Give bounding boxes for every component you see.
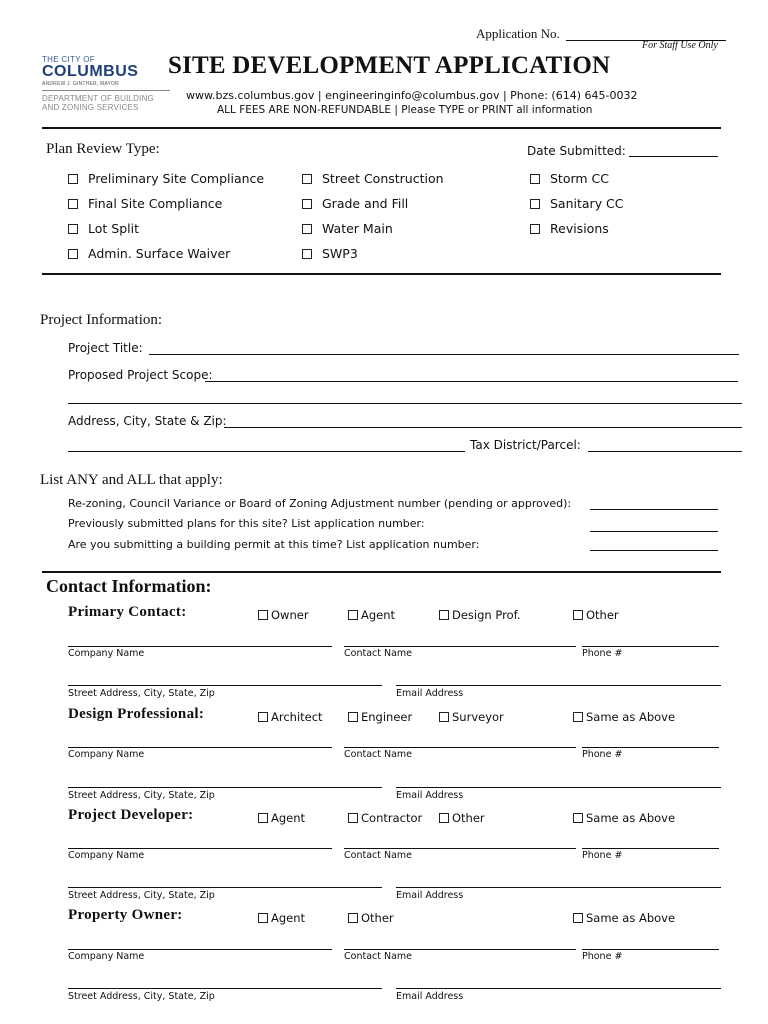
- owner-contact-name-label: Contact Name: [344, 951, 413, 962]
- checkbox-final-site-compliance[interactable]: Final Site Compliance: [68, 196, 222, 211]
- design-company-line[interactable]: [68, 747, 332, 748]
- checkbox-primary-agent[interactable]: Agent: [348, 608, 395, 622]
- project-title-label: Project Title:: [68, 341, 143, 355]
- primary-email-label: Email Address: [396, 688, 464, 699]
- page-title: SITE DEVELOPMENT APPLICATION: [168, 52, 611, 79]
- divider: [42, 273, 721, 275]
- date-submitted-label: Date Submitted:: [527, 144, 626, 158]
- logo-line-5: AND ZONING SERVICES: [42, 103, 139, 112]
- design-phone-label: Phone #: [582, 749, 623, 760]
- apply-heading: List ANY and ALL that apply:: [40, 472, 223, 488]
- checkbox-owner-other[interactable]: Other: [348, 911, 394, 925]
- owner-company-line[interactable]: [68, 949, 332, 950]
- design-professional-heading: Design Professional:: [68, 706, 205, 722]
- project-info-heading: Project Information:: [40, 312, 163, 328]
- developer-phone-line[interactable]: [582, 848, 719, 849]
- checkbox-primary-other[interactable]: Other: [573, 608, 619, 622]
- design-contact-name-label: Contact Name: [344, 749, 413, 760]
- checkbox-design-surveyor[interactable]: Surveyor: [439, 710, 504, 724]
- developer-phone-label: Phone #: [582, 850, 623, 861]
- divider: [42, 127, 721, 129]
- design-company-label: Company Name: [68, 749, 145, 760]
- checkbox-water-main[interactable]: Water Main: [302, 221, 393, 236]
- checkbox-revisions[interactable]: Revisions: [530, 221, 609, 236]
- owner-contact-name-line[interactable]: [344, 949, 576, 950]
- owner-street-label: Street Address, City, State, Zip: [68, 991, 215, 1002]
- checkbox-owner-agent[interactable]: Agent: [258, 911, 305, 925]
- property-owner-heading: Property Owner:: [68, 907, 183, 923]
- staff-use-note: For Staff Use Only: [642, 40, 718, 51]
- primary-company-line[interactable]: [68, 646, 332, 647]
- logo-line-2: COLUMBUS: [42, 63, 139, 80]
- checkbox-developer-contractor[interactable]: Contractor: [348, 811, 422, 825]
- checkbox-developer-same-as-above[interactable]: Same as Above: [573, 811, 675, 825]
- fees-line: ALL FEES ARE NON-REFUNDABLE | Please TYPE or PRINT all information: [217, 104, 593, 116]
- primary-contact-name-line[interactable]: [344, 646, 576, 647]
- contact-line: www.bzs.columbus.gov | engineeringinfo@columbus.gov | Phone: (614) 645-0032: [186, 89, 638, 102]
- contact-info-heading: Contact Information:: [46, 576, 212, 596]
- primary-contact-heading: Primary Contact:: [68, 604, 187, 620]
- application-no-label: Application No.: [476, 26, 560, 41]
- checkbox-design-same-as-above[interactable]: Same as Above: [573, 710, 675, 724]
- logo-line-3: ANDREW J. GINTHER, MAYOR: [42, 81, 119, 87]
- checkbox-owner-same-as-above[interactable]: Same as Above: [573, 911, 675, 925]
- developer-company-label: Company Name: [68, 850, 145, 861]
- checkbox-developer-agent[interactable]: Agent: [258, 811, 305, 825]
- design-street-label: Street Address, City, State, Zip: [68, 790, 215, 801]
- owner-phone-line[interactable]: [582, 949, 719, 950]
- divider: [42, 571, 721, 573]
- developer-contact-name-label: Contact Name: [344, 850, 413, 861]
- developer-email-line[interactable]: [396, 887, 721, 888]
- checkbox-street-construction[interactable]: Street Construction: [302, 171, 444, 186]
- previous-plans-question: Previously submitted plans for this site? List application number:: [68, 517, 425, 530]
- logo-line-1: THE CITY OF: [42, 55, 95, 64]
- project-scope-line-2[interactable]: [68, 403, 742, 404]
- tax-district-label: Tax District/Parcel:: [470, 438, 581, 452]
- checkbox-primary-owner[interactable]: Owner: [258, 608, 309, 622]
- owner-company-label: Company Name: [68, 951, 145, 962]
- checkbox-admin-surface-waiver[interactable]: Admin. Surface Waiver: [68, 246, 230, 261]
- developer-street-label: Street Address, City, State, Zip: [68, 890, 215, 901]
- primary-company-label: Company Name: [68, 648, 145, 659]
- columbus-logo: [42, 55, 172, 112]
- checkbox-design-architect[interactable]: Architect: [258, 710, 323, 724]
- primary-phone-label: Phone #: [582, 648, 623, 659]
- checkbox-swp3[interactable]: SWP3: [302, 246, 358, 261]
- checkbox-design-engineer[interactable]: Engineer: [348, 710, 412, 724]
- checkbox-preliminary-site-compliance[interactable]: Preliminary Site Compliance: [68, 171, 264, 186]
- primary-email-line[interactable]: [396, 685, 721, 686]
- design-phone-line[interactable]: [582, 747, 719, 748]
- design-email-label: Email Address: [396, 790, 464, 801]
- address-line-2[interactable]: [68, 451, 465, 452]
- developer-street-line[interactable]: [68, 887, 382, 888]
- developer-contact-name-line[interactable]: [344, 848, 576, 849]
- logo-line-4: DEPARTMENT OF BUILDING: [42, 94, 154, 103]
- building-permit-question: Are you submitting a building permit at this time? List application number:: [68, 538, 480, 551]
- developer-email-label: Email Address: [396, 890, 464, 901]
- checkbox-lot-split[interactable]: Lot Split: [68, 221, 139, 236]
- previous-plans-answer-line[interactable]: [590, 531, 718, 532]
- rezoning-answer-line[interactable]: [590, 509, 718, 510]
- owner-email-label: Email Address: [396, 991, 464, 1002]
- design-street-line[interactable]: [68, 787, 382, 788]
- address-label: Address, City, State & Zip:: [68, 414, 227, 428]
- developer-company-line[interactable]: [68, 848, 332, 849]
- primary-contact-name-label: Contact Name: [344, 648, 413, 659]
- project-scope-label: Proposed Project Scope:: [68, 368, 213, 382]
- plan-review-heading: Plan Review Type:: [46, 141, 160, 157]
- design-contact-name-line[interactable]: [344, 747, 576, 748]
- project-title-line[interactable]: [149, 354, 739, 355]
- primary-phone-line[interactable]: [582, 646, 719, 647]
- design-email-line[interactable]: [396, 787, 721, 788]
- owner-phone-label: Phone #: [582, 951, 623, 962]
- project-developer-heading: Project Developer:: [68, 807, 194, 823]
- primary-street-label: Street Address, City, State, Zip: [68, 688, 215, 699]
- checkbox-developer-other[interactable]: Other: [439, 811, 485, 825]
- project-scope-line[interactable]: [205, 381, 738, 382]
- checkbox-sanitary-cc[interactable]: Sanitary CC: [530, 196, 624, 211]
- building-permit-answer-line[interactable]: [590, 550, 718, 551]
- date-submitted-line[interactable]: [629, 156, 718, 157]
- address-line[interactable]: [224, 427, 742, 428]
- rezoning-question: Re-zoning, Council Variance or Board of Zoning Adjustment number (pending or approved):: [68, 497, 572, 510]
- owner-street-line[interactable]: [68, 988, 382, 989]
- checkbox-grade-and-fill[interactable]: Grade and Fill: [302, 196, 408, 211]
- tax-district-line[interactable]: [588, 451, 742, 452]
- primary-street-line[interactable]: [68, 685, 382, 686]
- checkbox-primary-design-prof[interactable]: Design Prof.: [439, 608, 520, 622]
- owner-email-line[interactable]: [396, 988, 721, 989]
- checkbox-storm-cc[interactable]: Storm CC: [530, 171, 609, 186]
